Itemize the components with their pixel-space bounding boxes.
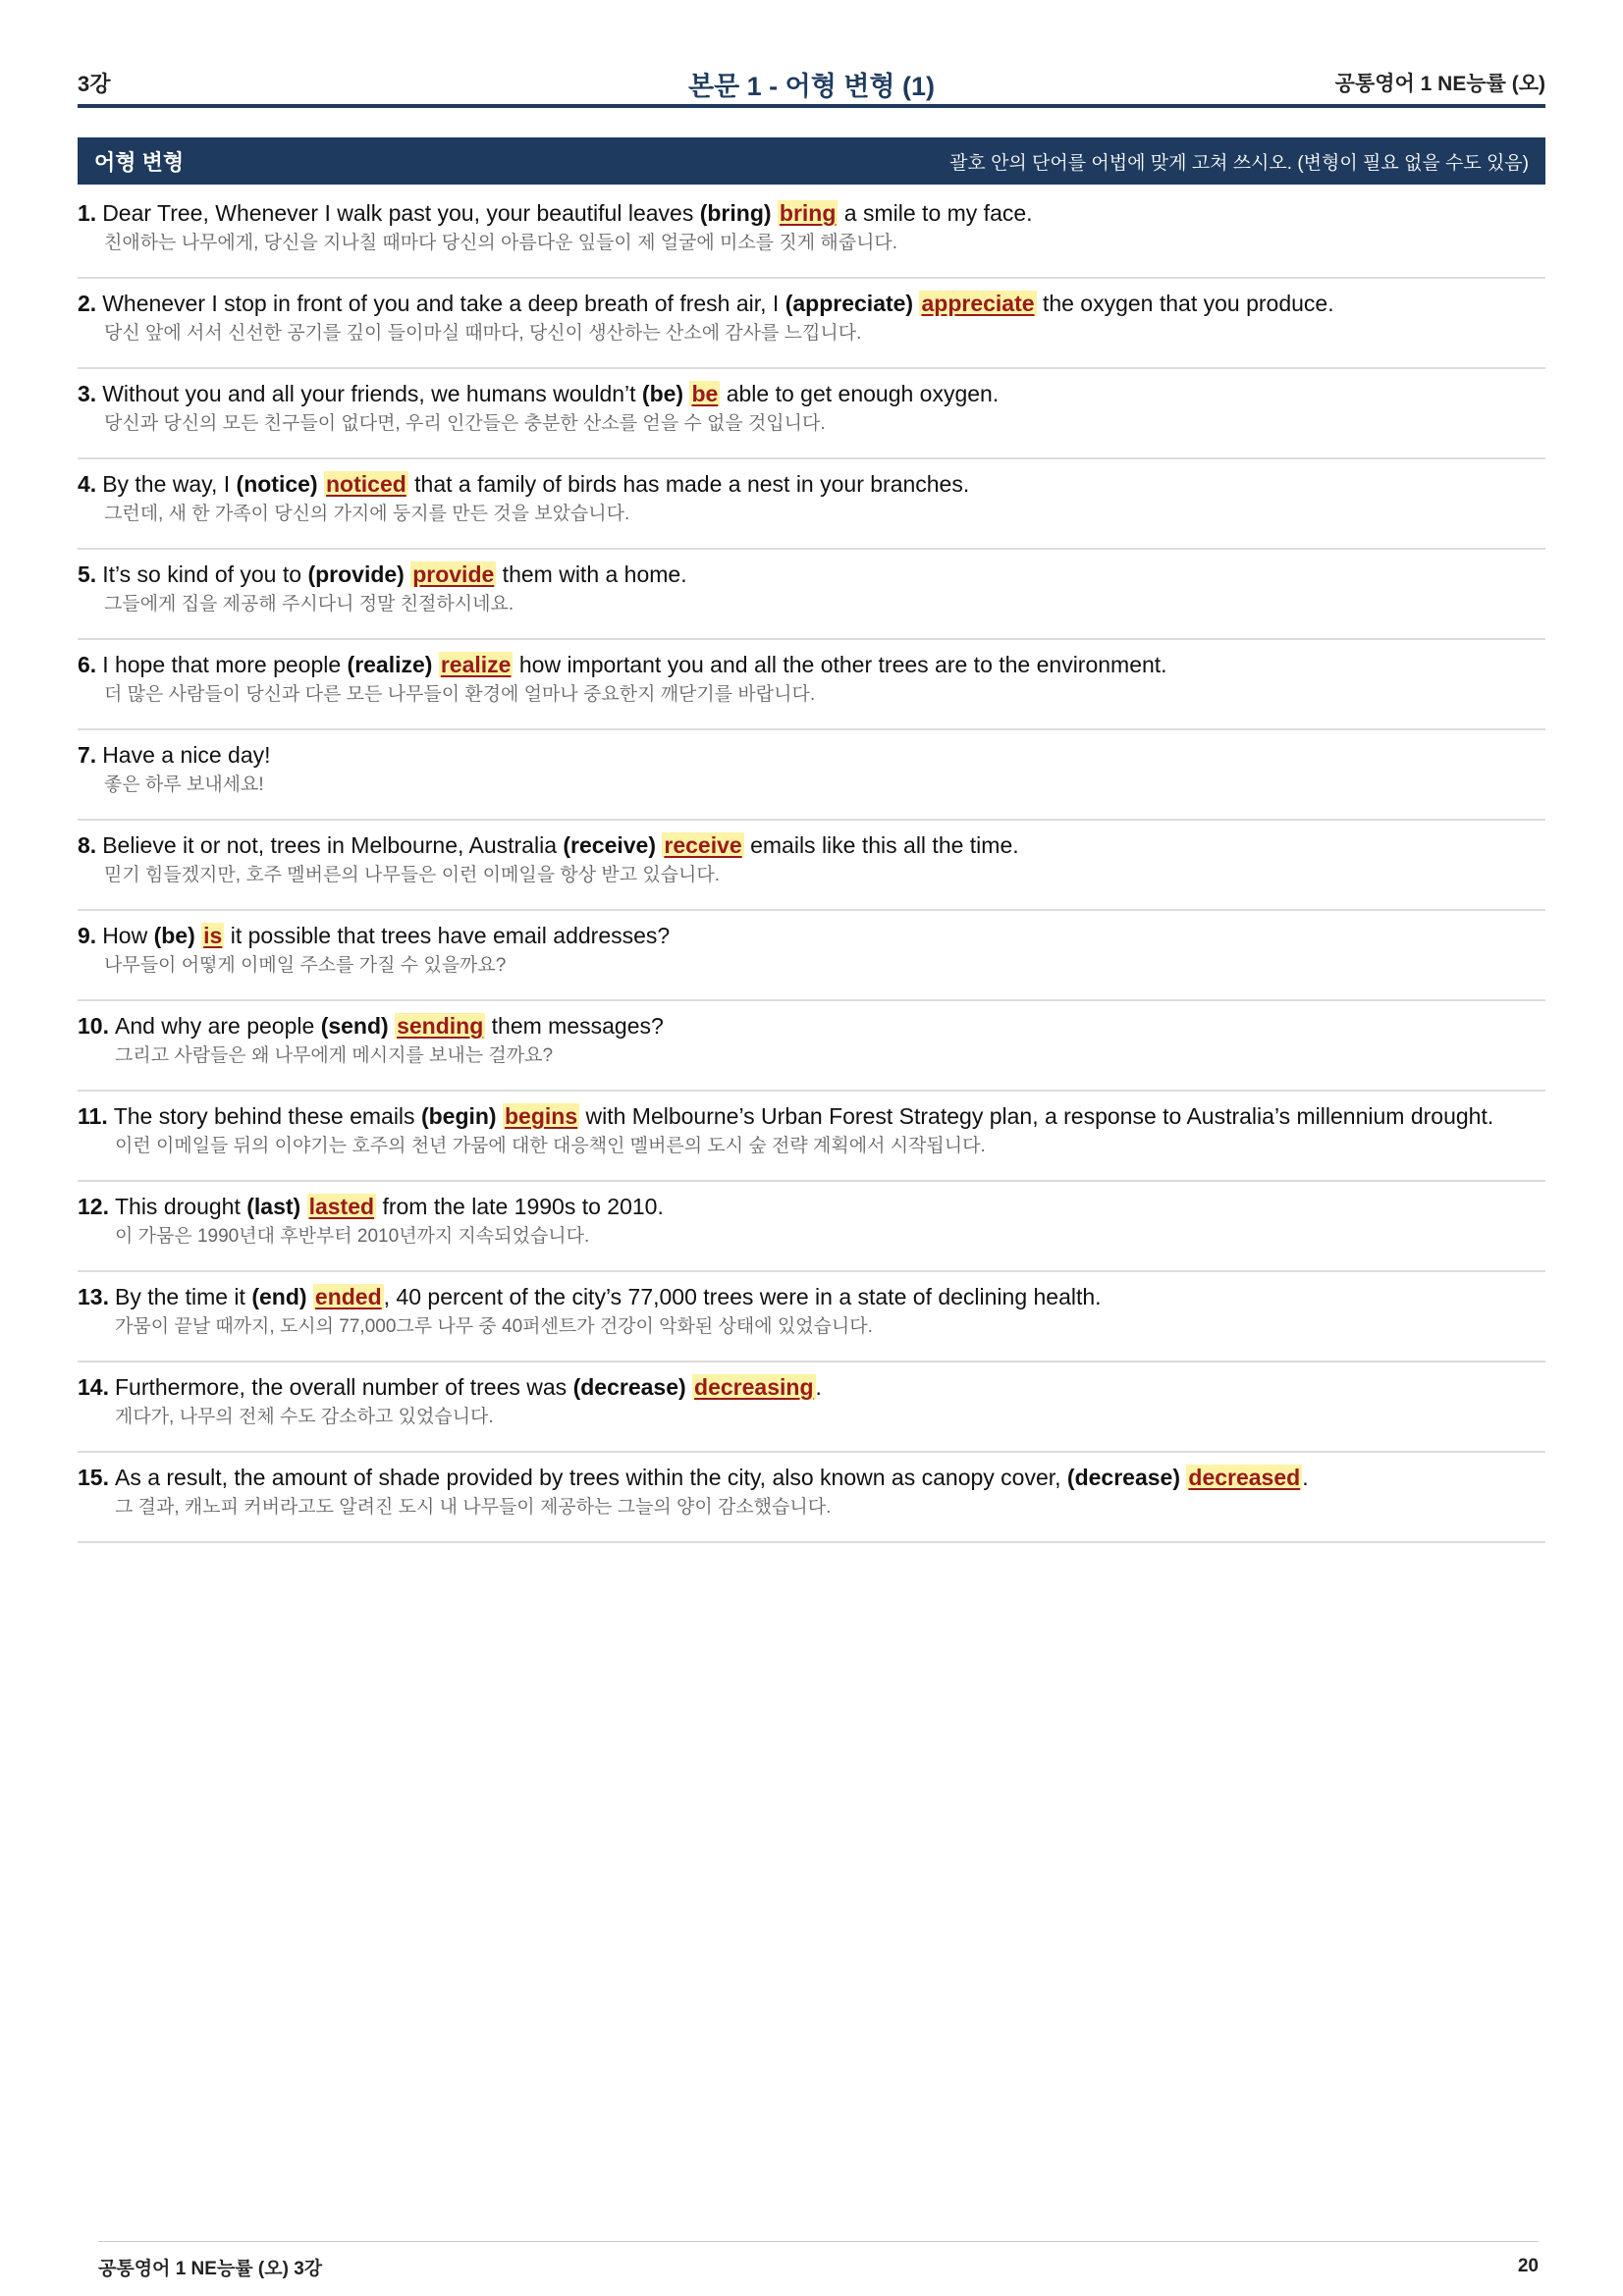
item-number: 11. xyxy=(78,1103,108,1129)
english-sentence xyxy=(78,287,1545,320)
exercise-item xyxy=(78,730,1545,821)
korean-translation: 당신 앞에 서서 신선한 공기를 깊이 들이마실 때마다, 당신이 생산하는 산소에 감사를 느낍니다. xyxy=(104,323,862,344)
sentence-text-after: with Melbourne’s Urban Forest Strategy plan, a response to Australia’s millennium drought. xyxy=(579,1103,1494,1129)
exercise-item xyxy=(78,550,1545,640)
answer-highlight: be xyxy=(691,381,719,406)
english-sentence xyxy=(78,828,1545,862)
item-number: 7. xyxy=(78,742,97,768)
item-number: 14. xyxy=(78,1374,109,1400)
korean-translation: 그런데, 새 한 가족이 당신의 가지에 둥지를 만든 것을 보았습니다. xyxy=(104,504,630,524)
item-number: 8. xyxy=(78,832,97,858)
sentence-text-before: Whenever I stop in front of you and take a deep breath of fresh air, I xyxy=(102,291,785,316)
sentence-text-before: By the way, I xyxy=(102,471,237,497)
page-title: 본문 1 - 어형 변형 (1) xyxy=(687,72,935,101)
answer-highlight: appreciate xyxy=(921,291,1035,316)
english-sentence xyxy=(78,1009,1545,1042)
exercise-item xyxy=(78,369,1545,459)
english-sentence xyxy=(78,738,1545,772)
base-verb: (realize) xyxy=(347,652,433,677)
answer-highlight: ended xyxy=(314,1284,382,1309)
item-number: 9. xyxy=(78,923,97,948)
korean-translation: 친애하는 나무에게, 당신을 지나칠 때마다 당신의 아름다운 잎들이 제 얼굴에 미소를 짓게 해줍니다. xyxy=(104,233,898,253)
sentence-text-before: Have a nice day! xyxy=(102,742,271,768)
korean-translation: 믿기 힘들겠지만, 호주 멜버른의 나무들은 이런 이메일을 항상 받고 있습니다. xyxy=(104,865,721,885)
page-header xyxy=(78,61,1545,108)
base-verb: (end) xyxy=(251,1284,307,1309)
item-number: 12. xyxy=(78,1194,109,1219)
item-number: 13. xyxy=(78,1284,109,1309)
korean-translation: 나무들이 어떻게 이메일 주소를 가질 수 있을까요? xyxy=(104,955,507,976)
english-sentence xyxy=(78,1190,1545,1223)
korean-translation: 더 많은 사람들이 당신과 다른 모든 나무들이 환경에 얼마나 중요한지 깨닫기를 바랍니다. xyxy=(104,684,816,705)
sentence-text-before: Without you and all your friends, we humans wouldn’t xyxy=(102,381,642,406)
section-bar xyxy=(78,137,1545,185)
answer-highlight: noticed xyxy=(326,471,406,497)
exercise-item xyxy=(78,1182,1545,1272)
page-footer xyxy=(98,2241,1539,2291)
exercise-item xyxy=(78,279,1545,369)
english-sentence xyxy=(78,558,1545,591)
item-number: 5. xyxy=(78,561,97,587)
base-verb: (bring) xyxy=(699,200,772,226)
sentence-text-after: , 40 percent of the city’s 77,000 trees were in a state of declining health. xyxy=(383,1284,1102,1309)
exercise-item xyxy=(78,1362,1545,1453)
answer-highlight: receive xyxy=(664,832,742,858)
answer-highlight: decreasing xyxy=(694,1374,814,1400)
sentence-text-after: how important you and all the other trees are to the environment. xyxy=(513,652,1167,677)
english-sentence xyxy=(78,377,1545,410)
exercise-list xyxy=(78,188,1545,1543)
base-verb: (be) xyxy=(153,923,195,948)
korean-translation: 이런 이메일들 뒤의 이야기는 호주의 천년 가뭄에 대한 대응책인 멜버른의 도시 숲 전략 계획에서 시작됩니다. xyxy=(115,1136,986,1156)
exercise-item xyxy=(78,640,1545,730)
answer-highlight: is xyxy=(203,923,223,948)
sentence-text-before: As a result, the amount of shade provided by trees within the city, also known as canopy cover, xyxy=(114,1465,1067,1490)
exercise-item xyxy=(78,821,1545,911)
sentence-text-after: emails like this all the time. xyxy=(743,832,1019,858)
base-verb: (decrease) xyxy=(572,1374,686,1400)
answer-highlight: begins xyxy=(504,1103,578,1129)
answer-highlight: bring xyxy=(779,200,837,226)
sentence-text-before: Believe it or not, trees in Melbourne, Australia xyxy=(102,832,564,858)
answer-highlight: lasted xyxy=(308,1194,375,1219)
sentence-text-after: the oxygen that you produce. xyxy=(1036,291,1334,316)
english-sentence xyxy=(78,1370,1545,1404)
base-verb: (notice) xyxy=(236,471,318,497)
item-number: 15. xyxy=(78,1465,109,1490)
item-number: 3. xyxy=(78,381,97,406)
answer-highlight: decreased xyxy=(1188,1465,1301,1490)
korean-translation: 이 가뭄은 1990년대 후반부터 2010년까지 지속되었습니다. xyxy=(115,1226,590,1247)
korean-translation: 당신과 당신의 모든 친구들이 없다면, 우리 인간들은 충분한 산소를 얻을 수 없을 것입니다. xyxy=(104,413,826,434)
sentence-text-after: able to get enough oxygen. xyxy=(720,381,1000,406)
exercise-item xyxy=(78,1272,1545,1362)
sentence-text-before: Dear Tree, Whenever I walk past you, your beautiful leaves xyxy=(102,200,700,226)
base-verb: (last) xyxy=(246,1194,301,1219)
base-verb: (begin) xyxy=(420,1103,497,1129)
english-sentence xyxy=(78,1099,1545,1133)
english-sentence xyxy=(78,1461,1545,1494)
base-verb: (provide) xyxy=(307,561,405,587)
sentence-text-before: This drought xyxy=(114,1194,247,1219)
sentence-text-after: a smile to my face. xyxy=(838,200,1033,226)
sentence-text-after: them messages? xyxy=(485,1013,664,1039)
korean-translation: 좋은 하루 보내세요! xyxy=(104,774,264,795)
answer-highlight: sending xyxy=(397,1013,484,1039)
item-number: 2. xyxy=(78,291,97,316)
english-sentence xyxy=(78,196,1545,230)
sentence-text-before: It’s so kind of you to xyxy=(102,561,308,587)
footer-label: 공통영어 1 NE능률 (오) 3강 xyxy=(98,2258,323,2279)
sentence-text-before: The story behind these emails xyxy=(113,1103,421,1129)
korean-translation: 그들에게 집을 제공해 주시다니 정말 친절하시네요. xyxy=(104,594,514,614)
sentence-text-before: How xyxy=(102,923,154,948)
sentence-text-before: By the time it xyxy=(114,1284,252,1309)
exercise-item xyxy=(78,1453,1545,1543)
item-number: 10. xyxy=(78,1013,109,1039)
exercise-item xyxy=(78,1001,1545,1092)
base-verb: (appreciate) xyxy=(784,291,914,316)
section-instruction: 괄호 안의 단어를 어법에 맞게 고쳐 쓰시오. (변형이 필요 없을 수도 있음) xyxy=(949,152,1529,174)
base-verb: (send) xyxy=(320,1013,389,1039)
sentence-text-after: . xyxy=(1302,1465,1309,1490)
textbook-label: 공통영어 1 NE능률 (오) xyxy=(1334,73,1545,95)
sentence-text-after: them with a home. xyxy=(496,561,687,587)
sentence-text-after: from the late 1990s to 2010. xyxy=(376,1194,664,1219)
english-sentence xyxy=(78,467,1545,501)
korean-translation: 게다가, 나무의 전체 수도 감소하고 있었습니다. xyxy=(115,1407,494,1427)
exercise-item xyxy=(78,1092,1545,1182)
item-number: 4. xyxy=(78,471,97,497)
english-sentence xyxy=(78,648,1545,681)
english-sentence xyxy=(78,1280,1545,1313)
lesson-label: 3강 xyxy=(78,71,111,96)
base-verb: (receive) xyxy=(563,832,656,858)
korean-translation: 가뭄이 끝날 때까지, 도시의 77,000그루 나무 중 40퍼센트가 건강이 악화된 상태에 있었습니다. xyxy=(115,1316,873,1337)
base-verb: (decrease) xyxy=(1066,1465,1180,1490)
korean-translation: 그 결과, 캐노피 커버라고도 알려진 도시 내 나무들이 제공하는 그늘의 양이 감소했습니다. xyxy=(115,1497,832,1518)
item-number: 6. xyxy=(78,652,97,677)
exercise-item xyxy=(78,911,1545,1001)
page-number: 20 xyxy=(1517,2256,1539,2276)
base-verb: (be) xyxy=(641,381,684,406)
sentence-text-after: it possible that trees have email addresses? xyxy=(224,923,671,948)
exercise-item xyxy=(78,459,1545,550)
answer-highlight: provide xyxy=(412,561,495,587)
exercise-item xyxy=(78,188,1545,279)
sentence-text-after: that a family of birds has made a nest in your branches. xyxy=(407,471,970,497)
section-title: 어형 변형 xyxy=(94,149,185,175)
answer-highlight: realize xyxy=(440,652,512,677)
english-sentence xyxy=(78,919,1545,952)
korean-translation: 그리고 사람들은 왜 나무에게 메시지를 보내는 걸까요? xyxy=(115,1045,554,1066)
item-number: 1. xyxy=(78,200,97,226)
sentence-text-before: I hope that more people xyxy=(102,652,348,677)
sentence-text-after: . xyxy=(815,1374,822,1400)
sentence-text-before: Furthermore, the overall number of trees was xyxy=(114,1374,573,1400)
sentence-text-before: And why are people xyxy=(114,1013,321,1039)
